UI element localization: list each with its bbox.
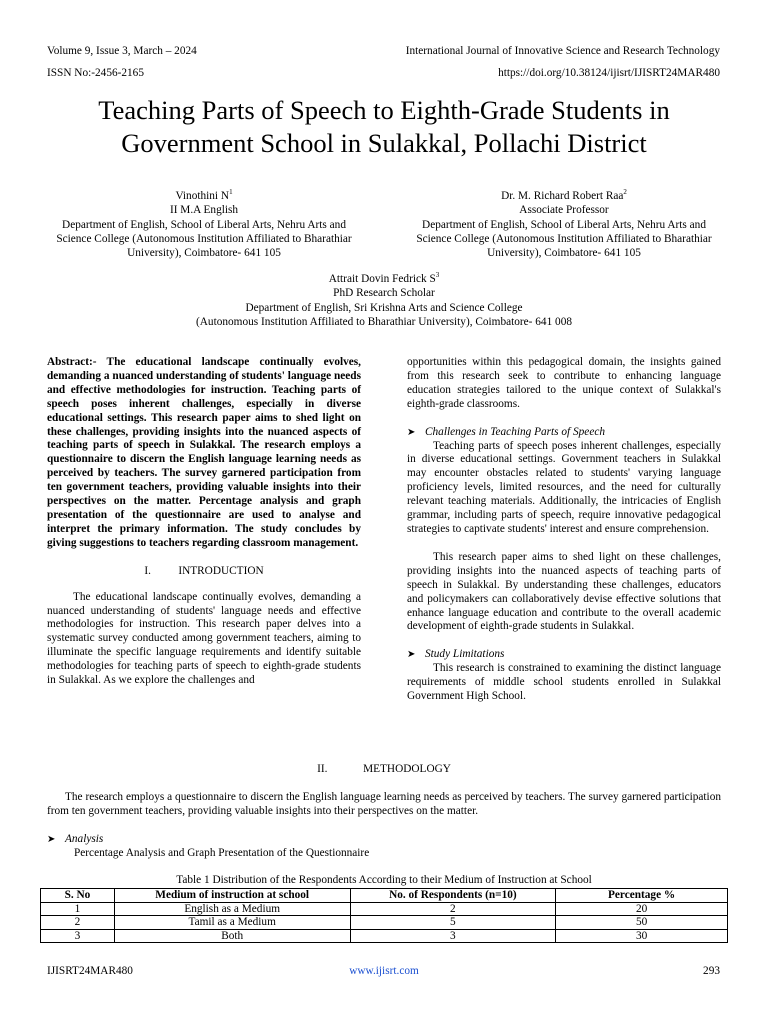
author-sup: 1: [229, 188, 233, 197]
introduction-paragraph: The educational landscape continually evolves, demanding a nuanced understanding of students' language needs and effective methodologies for instruction. This research paper delves into a systematic survey conducted among government teachers, aiming to illuminate the specific language requirements and identify suitable methodologies for teaching parts of speech to eighth-grade students in Sulakkal. As we explore the challenges and: [47, 590, 361, 687]
table-cell: 3: [350, 929, 556, 943]
table-cell: English as a Medium: [114, 902, 350, 916]
respondents-table: [40, 888, 728, 943]
arrow-bullet-icon: ➤: [407, 426, 416, 438]
footer-page-number: 293: [703, 965, 720, 977]
author-name: Dr. M. Richard Robert Raa: [501, 190, 624, 202]
header-issn: ISSN No:-2456-2165: [47, 67, 144, 79]
table-cell: 2: [41, 916, 115, 930]
table-header-cell: Medium of instruction at school: [114, 889, 350, 903]
footer-website-link[interactable]: www.ijisrt.com: [349, 965, 419, 977]
subheading-challenges: [407, 426, 721, 440]
table-cell: Both: [114, 929, 350, 943]
table-header-cell: No. of Respondents (n=10): [350, 889, 556, 903]
analysis-text: Percentage Analysis and Graph Presentation of the Questionnaire: [74, 847, 370, 859]
methodology-paragraph: The research employs a questionnaire to discern the English language learning needs as perceived by teachers. The survey garnered participation from ten government teachers, providing valuable insights into their perspectives on the matter.: [47, 791, 721, 817]
table-cell: 5: [350, 916, 556, 930]
author-affiliation: Department of English, School of Liberal Arts, Nehru Arts and Science College (Autonomous Institution Affiliated to Bharathiar University), Coimbatore- 641 105: [56, 218, 352, 260]
header-volume: Volume 9, Issue 3, March – 2024: [47, 45, 197, 57]
subheading-text: Analysis: [65, 833, 104, 845]
table-cell: 1: [41, 902, 115, 916]
limitations-paragraph: This research is constrained to examining the distinct language requirements of middle school students enrolled in Sulakkal Government High School.: [407, 662, 721, 703]
subheading-analysis: [47, 832, 721, 847]
author-role: PhD Research Scholar: [333, 287, 435, 300]
aims-paragraph: This research paper aims to shed light on these challenges, providing insights into the nuanced aspects of teaching parts of speech in Sulakkal. By understanding these challenges, educators and policymakers can collaboratively devise effective solutions that enhance language education and contribute to the overall academic development of eighth-grade students in Sulakkal.: [407, 550, 721, 633]
table-row: [41, 916, 728, 930]
table-header-cell: Percentage %: [556, 889, 728, 903]
abstract: Abstract:- The educational landscape continually evolves, demanding a nuanced understanding of students' language needs and effective methodologies for instruction. Teaching parts of speech poses inherent challenges, especially in diverse educational settings. This research paper aims to shed light on these challenges, providing insights into the nuanced aspects of teaching parts of speech in Sulakkal. The research employs a questionnaire to discern the English language learning needs as perceived by teachers. The survey garnered participation from ten government teachers, providing valuable insights into their perspectives on the matter. Percentage analysis and graph presentation of the questionnaire are used to analyse and interpret the primary information. The study concludes by giving suggestions to teachers regarding classroom management.: [47, 356, 361, 549]
section-number: I.: [144, 564, 151, 577]
arrow-bullet-icon: ➤: [47, 834, 56, 845]
author-affiliation: Department of English, School of Liberal Arts, Nehru Arts and Science College (Autonomous Institution Affiliated to Bharathiar University), Coimbatore- 641 105: [416, 218, 712, 260]
author-name: Vinothini N: [175, 190, 230, 202]
author-role: Associate Professor: [519, 204, 609, 217]
paper-title: Teaching Parts of Speech to Eighth-Grade Students in Government School in Sulakkal, Pollachi District: [98, 95, 670, 158]
table-cell: 50: [556, 916, 728, 930]
author-block-3: [40, 272, 728, 329]
author-affiliation-line2: (Autonomous Institution Affiliated to Bharathiar University), Coimbatore- 641 008: [196, 315, 572, 328]
section-heading-introduction: [47, 565, 361, 579]
table-header-cell: S. No: [41, 889, 115, 903]
table-header-row: [41, 889, 728, 903]
author-role: II M.A English: [169, 204, 239, 217]
table-row: [41, 929, 728, 943]
header-journal: International Journal of Innovative Science and Research Technology: [405, 45, 720, 57]
arrow-bullet-icon: ➤: [407, 649, 416, 661]
table-cell: 20: [556, 902, 728, 916]
table-cell: 3: [41, 929, 115, 943]
section-title: METHODOLOGY: [363, 763, 451, 775]
header-doi[interactable]: https://doi.org/10.38124/ijisrt/IJISRT24MAR480: [498, 67, 720, 79]
author-name: Attrait Dovin Fedrick S: [328, 273, 436, 285]
subheading-text: Challenges in Teaching Parts of Speech: [425, 425, 605, 438]
subheading-text: Study Limitations: [425, 648, 505, 661]
section-heading-methodology: [47, 762, 721, 776]
introduction-continued: opportunities within this pedagogical domain, the insights gained from this research seek to contribute to enhancing language education strategies tailored to the unique context of Sulakkal's eighth-grade classrooms.: [407, 356, 721, 410]
footer-paper-id: IJISRT24MAR480: [47, 965, 133, 977]
author-block-2: [407, 189, 721, 260]
author-sup: 3: [435, 271, 440, 280]
table-caption: Table 1 Distribution of the Respondents According to their Medium of Instruction at School: [176, 874, 592, 886]
left-column: [47, 356, 361, 688]
author-block-1: [47, 189, 361, 260]
subheading-limitations: [407, 648, 721, 662]
table-cell: 30: [556, 929, 728, 943]
table-cell: Tamil as a Medium: [114, 916, 350, 930]
section-number: II.: [317, 763, 328, 775]
challenges-paragraph: Teaching parts of speech poses inherent challenges, especially in diverse educational settings. Government teachers in Sulakkal may encounter obstacles related to students' varying language proficiency levels, limited resources, and the need for culturally relevant teaching materials. Additionally, the intricacies of English grammar, including parts of speech, require innovative pedagogical strategies to captivate students' interest and ensure comprehension.: [407, 439, 721, 535]
author-affiliation-line1: Department of English, Sri Krishna Arts and Science College: [245, 301, 523, 314]
section-title: INTRODUCTION: [178, 564, 264, 577]
right-column: [407, 356, 721, 704]
author-sup: 2: [623, 188, 627, 197]
table-row: [41, 902, 728, 916]
table-cell: 2: [350, 902, 556, 916]
